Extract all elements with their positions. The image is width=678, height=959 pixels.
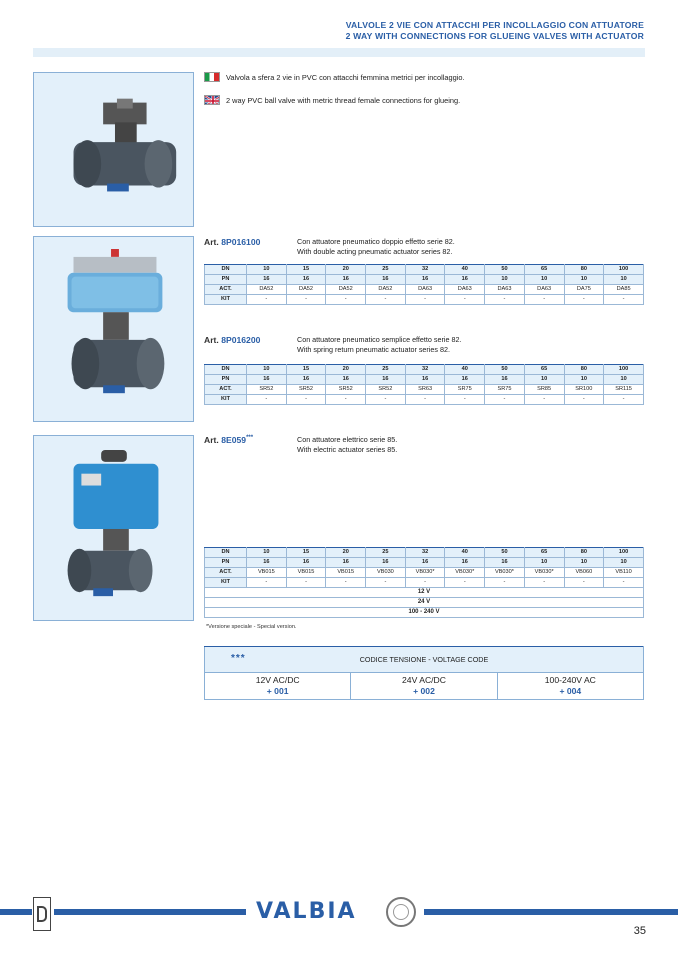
table-cell: 32 <box>405 365 445 375</box>
table-cell: 16 <box>405 375 445 385</box>
table-cell: DA63 <box>524 285 564 295</box>
row-label: ACT. <box>205 285 247 295</box>
table-cell: - <box>485 295 525 305</box>
table-cell: VB060 <box>564 568 604 578</box>
voltage-suffix: + 002 <box>413 686 435 696</box>
table-cell: DA52 <box>286 285 326 295</box>
table-cell: 10 <box>485 275 525 285</box>
table-row <box>205 558 644 568</box>
table-cell: 16 <box>445 375 485 385</box>
table-cell: SR52 <box>247 385 287 395</box>
table-cell: - <box>524 295 564 305</box>
table-cell: 16 <box>445 558 485 568</box>
table-cell: 16 <box>405 558 445 568</box>
voltage-row <box>205 608 644 618</box>
table-cell: - <box>604 295 644 305</box>
pneumatic-valve-photo <box>33 236 194 422</box>
table-cell: 20 <box>326 365 366 375</box>
voltage-label: 24V AC/DC <box>402 675 446 685</box>
table-cell: DA52 <box>366 285 406 295</box>
voltage-suffix: + 001 <box>266 686 289 696</box>
row-label: DN <box>205 365 247 375</box>
footer-bar-right <box>424 909 678 915</box>
table-cell: 10 <box>604 558 644 568</box>
footer-bar-left-edge <box>0 909 32 915</box>
table-cell: 20 <box>326 265 366 275</box>
table-cell: 100 <box>604 365 644 375</box>
table-cell: DA85 <box>604 285 644 295</box>
table-cell: VB030* <box>485 568 525 578</box>
voltage-cell: 24 V <box>205 598 644 608</box>
voltage-code-stars: *** <box>231 653 246 664</box>
table-cell: 16 <box>366 375 406 385</box>
voltage-code-title: CODICE TENSIONE - VOLTAGE CODE <box>359 655 489 664</box>
description-en: With electric actuator series 85. <box>297 445 398 454</box>
article-description <box>297 335 461 355</box>
table-cell: 10 <box>564 375 604 385</box>
electric-actuator-image <box>34 436 193 620</box>
pneumatic-actuator-image <box>34 237 193 421</box>
company-logo <box>33 897 51 931</box>
article-code: 8P016100 <box>221 237 261 247</box>
table-row <box>205 568 644 578</box>
table-cell: VB030* <box>405 568 445 578</box>
table-cell: - <box>604 395 644 405</box>
table-cell: 16 <box>485 375 525 385</box>
table-cell: 16 <box>405 275 445 285</box>
table-cell: DA75 <box>564 285 604 295</box>
table-cell: DA63 <box>445 285 485 295</box>
table-cell: - <box>564 395 604 405</box>
description-it: Con attuatore pneumatico semplice effetto serie 82. <box>297 335 462 344</box>
table-cell: - <box>247 578 287 588</box>
table-row <box>205 395 644 405</box>
table-cell: - <box>366 395 406 405</box>
table-cell: - <box>485 395 525 405</box>
table-cell: - <box>524 395 564 405</box>
table-cell: - <box>445 295 485 305</box>
table-cell: VB030* <box>524 568 564 578</box>
header-title-it: VALVOLE 2 VIE CON ATTACCHI PER INCOLLAGGIO CON ATTUATORE <box>345 20 644 30</box>
table-row <box>205 385 644 395</box>
table-cell: 32 <box>405 548 445 558</box>
table-row <box>205 265 644 275</box>
table-row <box>205 275 644 285</box>
table-cell: - <box>247 395 287 405</box>
table-row <box>205 578 644 588</box>
table-cell: 20 <box>326 548 366 558</box>
table-cell: - <box>326 578 366 588</box>
table-row <box>205 285 644 295</box>
row-label: PN <box>205 275 247 285</box>
table-cell: VB030* <box>445 568 485 578</box>
table-cell: 65 <box>524 365 564 375</box>
table-cell: - <box>286 395 326 405</box>
table-cell: SR75 <box>485 385 525 395</box>
table-cell: - <box>604 578 644 588</box>
row-label: KIT <box>205 295 247 305</box>
row-label: PN <box>205 558 247 568</box>
table-cell: VB110 <box>604 568 644 578</box>
table-cell: 16 <box>247 275 287 285</box>
table-cell: 50 <box>485 365 525 375</box>
uk-flag-icon <box>204 95 220 105</box>
table-cell: VB015 <box>286 568 326 578</box>
voltage-code-header <box>205 647 644 673</box>
table-cell: SR115 <box>604 385 644 395</box>
table-cell: - <box>485 578 525 588</box>
table-cell: 16 <box>326 275 366 285</box>
table-cell: - <box>366 295 406 305</box>
table-cell: - <box>286 578 326 588</box>
spec-table <box>204 547 644 618</box>
table-cell: 16 <box>445 275 485 285</box>
table-cell: 10 <box>524 275 564 285</box>
article-heading <box>204 335 260 345</box>
table-cell: 10 <box>247 265 287 275</box>
intro-italian <box>204 72 465 82</box>
table-cell: DA52 <box>247 285 287 295</box>
ball-valve-image <box>34 73 193 226</box>
article-code: 8P016200 <box>221 335 261 345</box>
table-cell: 100 <box>604 548 644 558</box>
table-cell: 16 <box>286 375 326 385</box>
table-cell: 50 <box>485 548 525 558</box>
table-cell: - <box>564 578 604 588</box>
table-cell: SR52 <box>286 385 326 395</box>
intro-english <box>204 95 460 105</box>
description-en: With spring return pneumatic actuator series 82. <box>297 345 451 354</box>
quality-seal-icon <box>386 897 416 927</box>
table-cell: - <box>445 578 485 588</box>
table-cell: 10 <box>604 275 644 285</box>
row-label: KIT <box>205 578 247 588</box>
row-label: ACT. <box>205 568 247 578</box>
table-cell: 16 <box>485 558 525 568</box>
table-cell: - <box>405 295 445 305</box>
table-cell: DA52 <box>326 285 366 295</box>
table-cell: - <box>405 395 445 405</box>
page-number: 35 <box>633 925 646 937</box>
table-cell: 10 <box>524 375 564 385</box>
voltage-option <box>497 673 643 700</box>
intro-english-text: 2 way PVC ball valve with metric thread female connections for glueing. <box>226 95 461 105</box>
table-cell: 15 <box>286 548 326 558</box>
table-cell: SR85 <box>524 385 564 395</box>
voltage-row <box>205 598 644 608</box>
table-cell: 80 <box>564 365 604 375</box>
spec-table <box>204 364 644 405</box>
table-cell: 16 <box>247 558 287 568</box>
voltage-label: 12V AC/DC <box>255 675 300 685</box>
table-cell: 80 <box>564 548 604 558</box>
voltage-suffix: + 004 <box>559 686 582 696</box>
spec-table <box>204 264 644 305</box>
table-cell: VB015 <box>247 568 287 578</box>
art-prefix: Art. <box>204 335 219 345</box>
table-cell: 16 <box>326 375 366 385</box>
table-cell: SR63 <box>405 385 445 395</box>
row-label: KIT <box>205 395 247 405</box>
table-cell: 10 <box>524 558 564 568</box>
table-cell: 40 <box>445 548 485 558</box>
header-bar <box>33 48 645 57</box>
row-label: PN <box>205 375 247 385</box>
valve-photo <box>33 72 194 227</box>
table-row <box>205 548 644 558</box>
table-cell: 25 <box>366 265 406 275</box>
table-cell: - <box>445 395 485 405</box>
table-cell: SR52 <box>366 385 406 395</box>
table-cell: 15 <box>286 365 326 375</box>
table-cell: 65 <box>524 265 564 275</box>
table-cell: VB030 <box>366 568 406 578</box>
article-heading <box>204 435 253 445</box>
table-cell: - <box>286 295 326 305</box>
page-header <box>346 20 644 42</box>
article-heading <box>204 237 260 247</box>
voltage-label: 100-240V AC <box>544 675 596 685</box>
article-description <box>297 435 397 455</box>
row-label: ACT. <box>205 385 247 395</box>
footer-bar-left <box>54 909 246 915</box>
table-cell: - <box>564 295 604 305</box>
electric-valve-photo <box>33 435 194 621</box>
table-cell: 16 <box>286 558 326 568</box>
table-cell: - <box>247 295 287 305</box>
voltage-option <box>205 673 351 700</box>
table-cell: 40 <box>445 265 485 275</box>
table-cell: 65 <box>524 548 564 558</box>
table-cell: 80 <box>564 265 604 275</box>
intro-italian-text: Valvola a sfera 2 vie in PVC con attacchi femmina metrici per incollaggio. <box>226 72 465 82</box>
table-cell: 15 <box>286 265 326 275</box>
table-cell: - <box>366 578 406 588</box>
table-row <box>205 375 644 385</box>
table-cell: DA63 <box>405 285 445 295</box>
row-label: DN <box>205 548 247 558</box>
table-cell: 16 <box>286 275 326 285</box>
table-cell: 10 <box>564 558 604 568</box>
row-label: DN <box>205 265 247 275</box>
table-cell: 25 <box>366 548 406 558</box>
voltage-row <box>205 588 644 598</box>
table-cell: VB015 <box>326 568 366 578</box>
table-cell: SR100 <box>564 385 604 395</box>
table-cell: SR52 <box>326 385 366 395</box>
voltage-code-table <box>204 646 644 700</box>
article-code: 8E059 <box>221 435 247 445</box>
description-it: Con attuatore elettrico serie 85. <box>297 435 398 444</box>
table-cell: 16 <box>247 375 287 385</box>
table-cell: 16 <box>366 275 406 285</box>
table-cell: 10 <box>564 275 604 285</box>
table-cell: SR75 <box>445 385 485 395</box>
voltage-cell: 12 V <box>205 588 644 598</box>
header-title-en: 2 WAY WITH CONNECTIONS FOR GLUEING VALVES WITH ACTUATOR <box>345 31 644 41</box>
table-cell: 40 <box>445 365 485 375</box>
table-cell: - <box>405 578 445 588</box>
article-description <box>297 237 455 257</box>
table-row <box>205 365 644 375</box>
art-prefix: Art. <box>204 237 219 247</box>
table-cell: 10 <box>247 365 287 375</box>
description-en: With double acting pneumatic actuator series 82. <box>297 247 453 256</box>
table-cell: - <box>326 295 366 305</box>
article-code-suffix: *** <box>246 435 254 442</box>
italian-flag-icon <box>204 72 220 82</box>
table-cell: - <box>524 578 564 588</box>
table-cell: 50 <box>485 265 525 275</box>
table-cell: - <box>326 395 366 405</box>
table-cell: DA63 <box>485 285 525 295</box>
table-cell: 16 <box>326 558 366 568</box>
table-cell: 10 <box>247 548 287 558</box>
table-row <box>205 295 644 305</box>
table-cell: 32 <box>405 265 445 275</box>
art-prefix: Art. <box>204 435 219 445</box>
footnote: *Versione speciale - Special version. <box>206 624 297 630</box>
table-cell: 10 <box>604 375 644 385</box>
voltage-option <box>351 673 497 700</box>
table-cell: 16 <box>366 558 406 568</box>
table-cell: 25 <box>366 365 406 375</box>
description-it: Con attuatore pneumatico doppio effetto serie 82. <box>297 237 455 246</box>
brand-logo: VALBIA <box>256 899 357 924</box>
table-cell: 100 <box>604 265 644 275</box>
voltage-cell: 100 - 240 V <box>205 608 644 618</box>
